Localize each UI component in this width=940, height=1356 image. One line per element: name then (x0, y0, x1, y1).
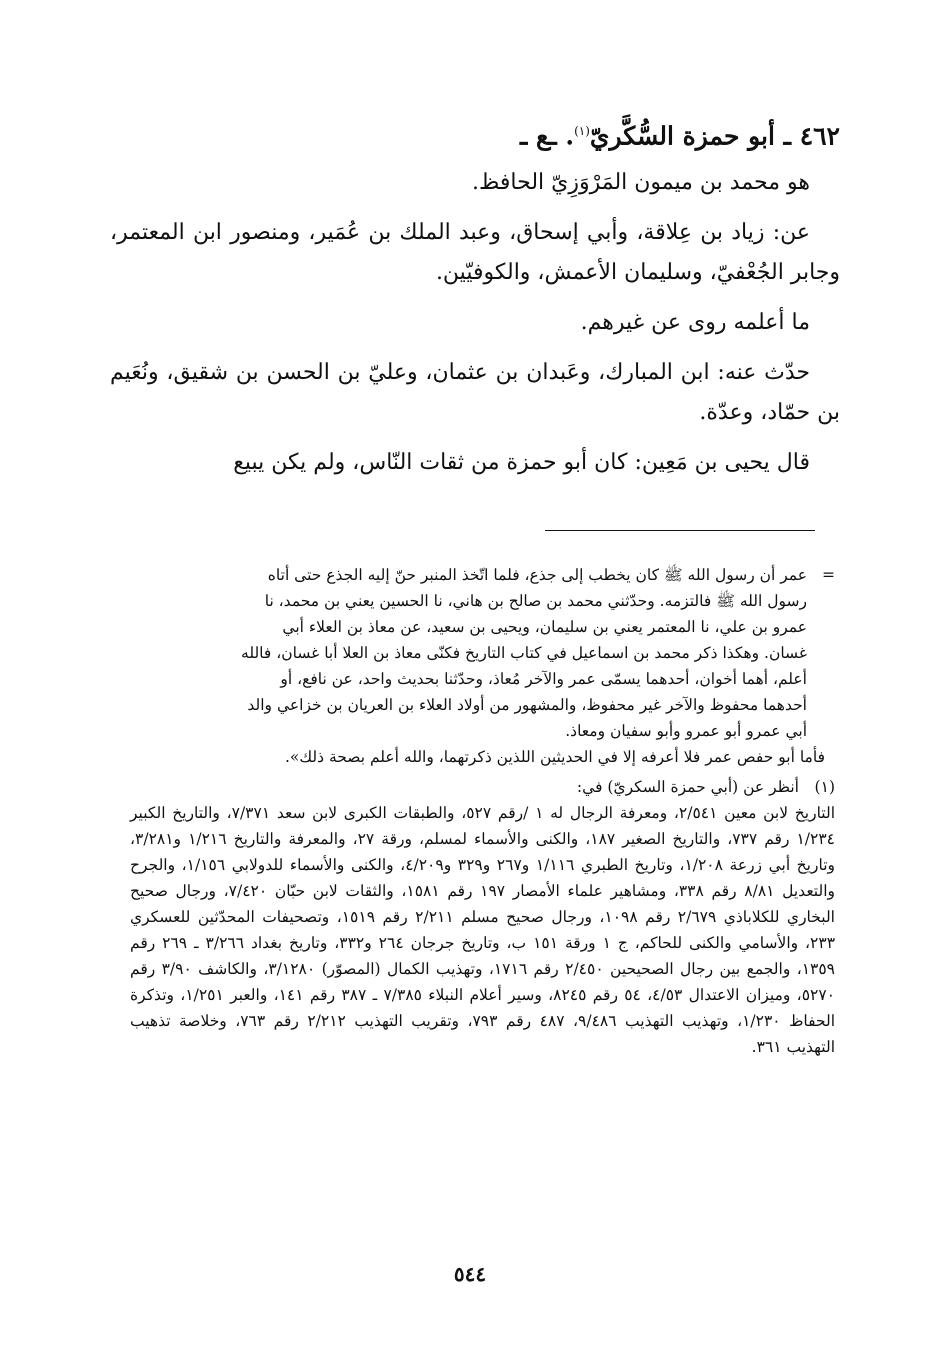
footnote-line: غسان. وهكذا ذكر محمد بن اسماعيل في كتاب التاريخ فكنّى معاذ بن العلا أبا غسان، فالله (241, 644, 807, 662)
entry-symbols: . ـع ـ (520, 121, 575, 151)
footnote-closing: فأما أبو حفص عمر فلا أعرفه إلا في الحديثين اللذين ذكرتهما، والله أعلم بصحة ذلك». (284, 748, 825, 766)
footnote-line: أعلم، أهما أخوان، أحدهما يسمّى عمر والآخر مُعاذ، وحدّثنا بحديث واحد، عن نافع، أو (280, 670, 807, 688)
footnote-intro: أنظر عن (أبي حمزة السكريّ) في: (576, 778, 799, 796)
main-text (110, 106, 840, 483)
continuation-marker: = (822, 566, 835, 584)
footnote-number: (١) (814, 778, 835, 796)
footnote-continuation (130, 562, 835, 744)
entry-heading (110, 106, 840, 161)
footnote-line: أبي عمرو أبو عمرو وأبو سفيان ومعاذ. (565, 722, 807, 740)
continuation-body (130, 562, 807, 744)
entry-title: ٤٦٢ ـ أبو حمزة السُّكَّريّ (589, 121, 840, 151)
narrates-from: عن: زياد بن عِلاقة، وأبي إسحاق، وعبد الملك بن عُمَير، ومنصور ابن المعتمر، وجابر الجُعْفيّ، وسليمان الأعمش، والكوفيّين. (110, 220, 840, 286)
footnote-line: عمرو بن علي، نا المعتمر يعني بن سليمان، ويحيى بن سعيد، عن معاذ بن العلاء أبي (282, 618, 807, 636)
footnote-ref: (١) (574, 124, 590, 138)
footnote-references: التاريخ لابن معين ٢/٥٤١، ومعرفة الرجال له ١ /رقم ٥٢٧، والطبقات الكبرى لابن سعد ٧/٣٧١، والتاريخ الكبير ١/٢٣٤ رقم ٧٣٧، والتاريخ الصغير ١٨٧، والكنى والأسماء لمسلم، ورقة ٢٧، والمعرفة والتاريخ ١/٢١٦ و٣/٢٨١، وتاريخ أبي زرعة ١/٢٠٨، وتاريخ الطبري ١/١١٦ و٢٦٧ و٣٢٩ و٤/٢٠٩، والكنى والأسماء للدولابي ١/١٥٦، والجرح والتعديل ٨/٨١ رقم ٣٣٨، ومشاهير علماء الأمصار ١٩٧ رقم ١٥٨١، والثقات لابن حبّان ٧/٤٢٠، ورجال صحيح البخاري للكلاباذي ٢/٦٧٩ رقم ١٠٩٨، ورجال صحيح مسلم ٢/٢١١ رقم ١٥١٩، وتصحيفات المحدّثين للعسكري ٢٣٣، والأسامي والكنى للحاكم، ج ١ ورقة ١٥١ ب، وتاريخ جرجان ٢٦٤ و٣٣٢، وتاريخ بغداد ٣/٢٦٦ ـ ٢٦٩ رقم ١٣٥٩، والجمع بين رجال الصحيحين ٢/٤٥٠ رقم ١٧١٦، وتهذيب الكمال (المصوّر) ٣/١٢٨٠، والكاشف ٣/٩٠ رقم ٥٢٧٠، وميزان الاعتدال ٤/٥٣، ٥٤ رقم ٨٢٤٥، وسير أعلام النبلاء ٧/٣٨٥ ـ ٣٨٧ رقم ١٤١، والعبر ١/٢٥١، وتذكرة الحفاظ ١/٢٣٠، وتهذيب التهذيب ٩/٤٨٦، ٤٨٧ رقم ٧٩٣، وتقريب التهذيب ٢/٢١٢ رقم ٧٦٣، وخلاصة تذهيب التهذيب ٣٦١. (130, 804, 836, 1056)
footnote-line: أحدهما محفوظ والآخر غير محفوظ، والمشهور من أولاد العلاء بن العريان بن خزاعي والد (247, 696, 807, 714)
footnote-line: عمر أن رسول الله ﷺ كان يخطب إلى جذع، فلما اتّخذ المنبر حنّ إليه الجذع حتى أتاه (267, 566, 807, 584)
entry-identity: هو محمد بن ميمون المَرْوَزِيّ الحافظ. (472, 170, 810, 196)
footnotes (130, 562, 835, 1060)
not-known-note: ما أعلمه روى عن غيرهم. (580, 310, 810, 336)
page-number: ٥٤٤ (453, 1262, 487, 1286)
footnote-divider (545, 530, 815, 531)
ibn-main-quote: قال يحيى بن مَعِين: كان أبو حمزة من ثقات النّاس، ولم يكن يبيع (233, 450, 810, 476)
footnote-line: رسول الله ﷺ فالتزمه. وحدّثني محمد بن صالح بن هاني، نا الحسين يعني بن محمد، نا (264, 592, 807, 610)
narrated-by: حدّث عنه: ابن المبارك، وعَبدان بن عثمان، وعليّ بن الحسن بن شقيق، ونُعَيم بن حمّاد، وعدّة. (110, 360, 840, 426)
footnote-1 (130, 774, 835, 800)
